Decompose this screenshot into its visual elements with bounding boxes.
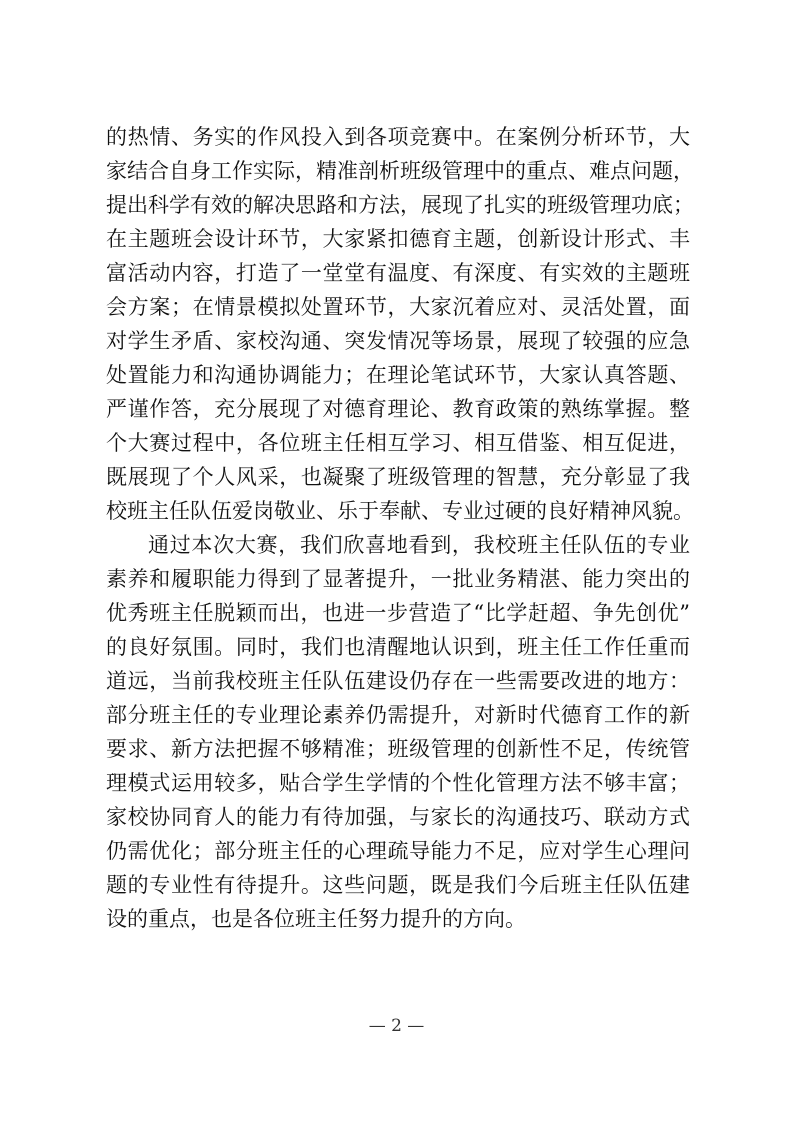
paragraph-2	[106, 528, 690, 936]
text-line: 理模式运用较多，贴合学生学情的个性化管理方法不够丰富；	[106, 771, 690, 795]
text-line: 在主题班会设计环节，大家紧扣德育主题，创新设计形式、丰	[106, 227, 690, 251]
text-line: 个大赛过程中，各位班主任相互学习、相互借鉴、相互促进，	[106, 431, 690, 455]
text-line: 要求、新方法把握不够精准；班级管理的创新性不足，传统管	[106, 737, 690, 761]
text-line: 家结合自身工作实际，精准剖析班级管理中的重点、难点问题，	[106, 159, 694, 183]
paragraph-1	[106, 120, 694, 528]
text-line: 处置能力和沟通协调能力；在理论笔试环节，大家认真答题、	[106, 363, 690, 387]
text-line: 道远，当前我校班主任队伍建设仍存在一些需要改进的地方：	[106, 669, 690, 693]
text-line: 校班主任队伍爱岗敬业、乐于奉献、专业过硬的良好精神风貌。	[106, 499, 694, 523]
text-line: 家校协同育人的能力有待加强，与家长的沟通技巧、联动方式	[106, 805, 690, 829]
text-line: 提出科学有效的解决思路和方法，展现了扎实的班级管理功底；	[106, 193, 694, 217]
text-line: 富活动内容，打造了一堂堂有温度、有深度、有实效的主题班	[106, 261, 690, 285]
text-line: 的热情、务实的作风投入到各项竞赛中。在案例分析环节，大	[106, 125, 690, 149]
text-line: 严谨作答，充分展现了对德育理论、教育政策的熟练掌握。整	[106, 397, 690, 421]
text-line: 对学生矛盾、家校沟通、突发情况等场景，展现了较强的应急	[106, 329, 690, 353]
text-line: 优秀班主任脱颖而出，也进一步营造了“比学赶超、争先创优”	[106, 601, 690, 625]
text-line: 设的重点，也是各位班主任努力提升的方向。	[106, 907, 526, 931]
text-line: 部分班主任的专业理论素养仍需提升，对新时代德育工作的新	[106, 703, 690, 727]
body-text	[106, 120, 694, 936]
text-line: 题的专业性有待提升。这些问题，既是我们今后班主任队伍建	[106, 873, 690, 897]
text-line: 素养和履职能力得到了显著提升，一批业务精湛、能力突出的	[106, 567, 690, 591]
text-line: 通过本次大赛，我们欣喜地看到，我校班主任队伍的专业	[148, 533, 690, 557]
text-line: 会方案；在情景模拟处置环节，大家沉着应对、灵活处置，面	[106, 295, 690, 319]
text-line: 仍需优化；部分班主任的心理疏导能力不足，应对学生心理问	[106, 839, 690, 863]
text-line: 既展现了个人风采，也凝聚了班级管理的智慧，充分彰显了我	[106, 465, 690, 489]
text-line: 的良好氛围。同时，我们也清醒地认识到，班主任工作任重而	[106, 635, 690, 659]
page-number: — 2 —	[368, 1016, 425, 1036]
